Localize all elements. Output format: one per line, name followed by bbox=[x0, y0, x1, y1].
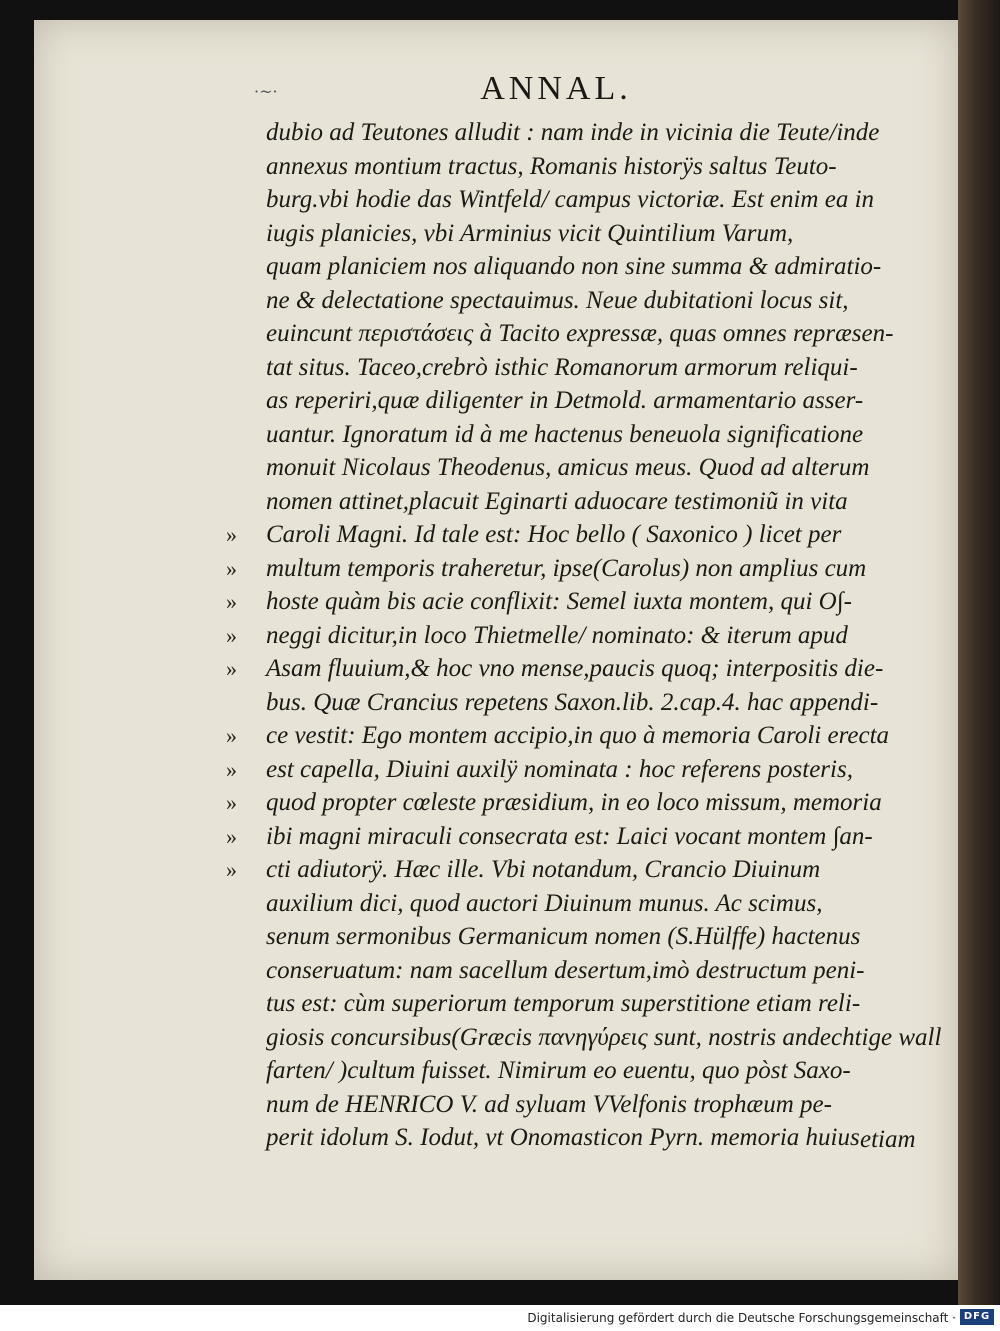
line-text: Asam fluuium,& hoc vno mense,paucis quoq; interpositis die- bbox=[266, 655, 884, 682]
line-text: conseruatum: nam sacellum desertum,imò destructum peni- bbox=[266, 956, 865, 984]
line-text: num de HENRICO V. ad syluam VVelfonis trophæum pe- bbox=[266, 1090, 832, 1118]
line-text: monuit Nicolaus Theodenus, amicus meus. Quod ad alterum bbox=[266, 454, 870, 481]
line-text: cti adiutorÿ. Hæc ille. Vbi notandum, Crancio Diuinum bbox=[266, 856, 821, 883]
quotation-mark: » bbox=[226, 589, 237, 614]
quotation-mark: » bbox=[226, 656, 237, 681]
line-text: hoste quàm bis acie conflixit: Semel iuxta montem, qui O∫- bbox=[266, 588, 852, 615]
text-line bbox=[266, 1021, 966, 1055]
text-line bbox=[226, 552, 966, 586]
running-head bbox=[34, 70, 958, 108]
line-text: as reperiri,quæ diligenter in Detmold. armamentario asser- bbox=[266, 387, 864, 414]
text-line bbox=[266, 1054, 966, 1088]
line-text: multum temporis traheretur, ipse(Carolus) non amplius cum bbox=[266, 554, 867, 582]
text-line bbox=[266, 250, 966, 284]
text-line bbox=[266, 887, 966, 921]
line-text: bus. Quæ Crancius repetens Saxon.lib. 2.cap.4. hac appendi- bbox=[266, 688, 879, 716]
quotation-mark: » bbox=[226, 723, 237, 748]
text-line bbox=[266, 920, 966, 954]
line-text: quod propter cœleste præsidium, in eo loco missum, memoria bbox=[266, 789, 882, 816]
line-text: perit idolum S. Iodut, vt Onomasticon Pyrn. memoria huius bbox=[266, 1124, 860, 1151]
line-text: tat situs. Taceo,crebrò isthic Romanorum armorum reliqui- bbox=[266, 353, 858, 381]
text-line bbox=[226, 652, 966, 686]
line-text: tus est: cùm superiorum temporum superstitione etiam reli- bbox=[266, 990, 861, 1017]
quotation-mark: » bbox=[226, 622, 237, 648]
catchword: etiam bbox=[860, 1126, 916, 1153]
text-line bbox=[266, 384, 966, 418]
line-text: auxilium dici, quod auctori Diuinum munus. Ac scimus, bbox=[266, 889, 823, 917]
text-line bbox=[266, 451, 966, 485]
text-line bbox=[266, 150, 966, 184]
text-line bbox=[266, 284, 966, 318]
line-text: neggi dicitur,in loco Thietmelle/ nominato: & iterum apud bbox=[266, 621, 848, 649]
text-line bbox=[266, 418, 966, 452]
line-text: quam planiciem nos aliquando non sine summa & admiratio- bbox=[266, 253, 882, 280]
text-line bbox=[226, 786, 966, 820]
line-text: est capella, Diuini auxilÿ nominata : hoc referens posteris, bbox=[266, 755, 853, 783]
text-line bbox=[266, 183, 966, 217]
quotation-mark: » bbox=[226, 756, 237, 782]
quotation-mark: » bbox=[226, 555, 237, 581]
text-line bbox=[226, 518, 966, 552]
line-text: giosis concursibus(Græcis πανηγύρεις sunt, nostris andechtige wall bbox=[266, 1023, 942, 1051]
line-text: uantur. Ignoratum id à me hactenus beneuola significatione bbox=[266, 420, 864, 448]
quotation-mark: » bbox=[226, 790, 237, 815]
line-text: ne & delectatione spectauimus. Neue dubitationi locus sit, bbox=[266, 286, 849, 314]
text-line bbox=[266, 317, 966, 351]
text-line bbox=[266, 686, 966, 720]
text-line bbox=[226, 853, 966, 887]
line-text: ce vestit: Ego montem accipio,in quo à memoria Caroli erecta bbox=[266, 722, 890, 749]
line-text: euincunt περιστάσεις à Tacito expressæ, quas omnes repræsen- bbox=[266, 320, 894, 347]
text-line bbox=[226, 719, 966, 753]
line-text: farten/ )cultum fuisset. Nimirum eo euentu, quo pòst Saxo- bbox=[266, 1057, 851, 1084]
text-block bbox=[226, 116, 966, 1155]
dfg-logo: DFG bbox=[960, 1309, 994, 1325]
text-line bbox=[226, 753, 966, 787]
line-text: Caroli Magni. Id tale est: Hoc bello ( Saxonico ) licet per bbox=[266, 521, 842, 548]
text-line bbox=[266, 116, 966, 150]
running-head-text: ANNAL. bbox=[480, 70, 632, 107]
line-text: senum sermonibus Germanicum nomen (S.Hülffe) hactenus bbox=[266, 923, 861, 950]
text-line bbox=[266, 351, 966, 385]
text-line bbox=[226, 820, 966, 854]
head-mark: ·~· bbox=[254, 82, 278, 101]
line-text: dubio ad Teutones alludit : nam inde in vicinia die Teute/inde bbox=[266, 119, 880, 146]
quotation-mark: » bbox=[226, 823, 237, 849]
footer-credit: Digitalisierung gefördert durch die Deutsche Forschungsgemeinschaft · bbox=[527, 1311, 956, 1325]
text-line bbox=[226, 585, 966, 619]
quotation-mark: » bbox=[226, 522, 237, 547]
quotation-mark: » bbox=[226, 857, 237, 882]
line-text: annexus montium tractus, Romanis historÿs saltus Teuto- bbox=[266, 152, 837, 180]
text-line bbox=[226, 619, 966, 653]
book-page bbox=[34, 20, 958, 1280]
line-text: burg.vbi hodie das Wintfeld/ campus victoriæ. Est enim ea in bbox=[266, 186, 875, 213]
line-text: nomen attinet,placuit Eginarti aduocare testimoniũ in vita bbox=[266, 487, 848, 515]
line-text: iugis planicies, vbi Arminius vicit Quintilium Varum, bbox=[266, 219, 794, 247]
line-text: ibi magni miraculi consecrata est: Laici vocant montem ∫an- bbox=[266, 822, 873, 850]
text-line bbox=[266, 217, 966, 251]
text-line bbox=[266, 1088, 966, 1122]
text-line bbox=[266, 485, 966, 519]
text-line bbox=[266, 987, 966, 1021]
text-line bbox=[266, 954, 966, 988]
